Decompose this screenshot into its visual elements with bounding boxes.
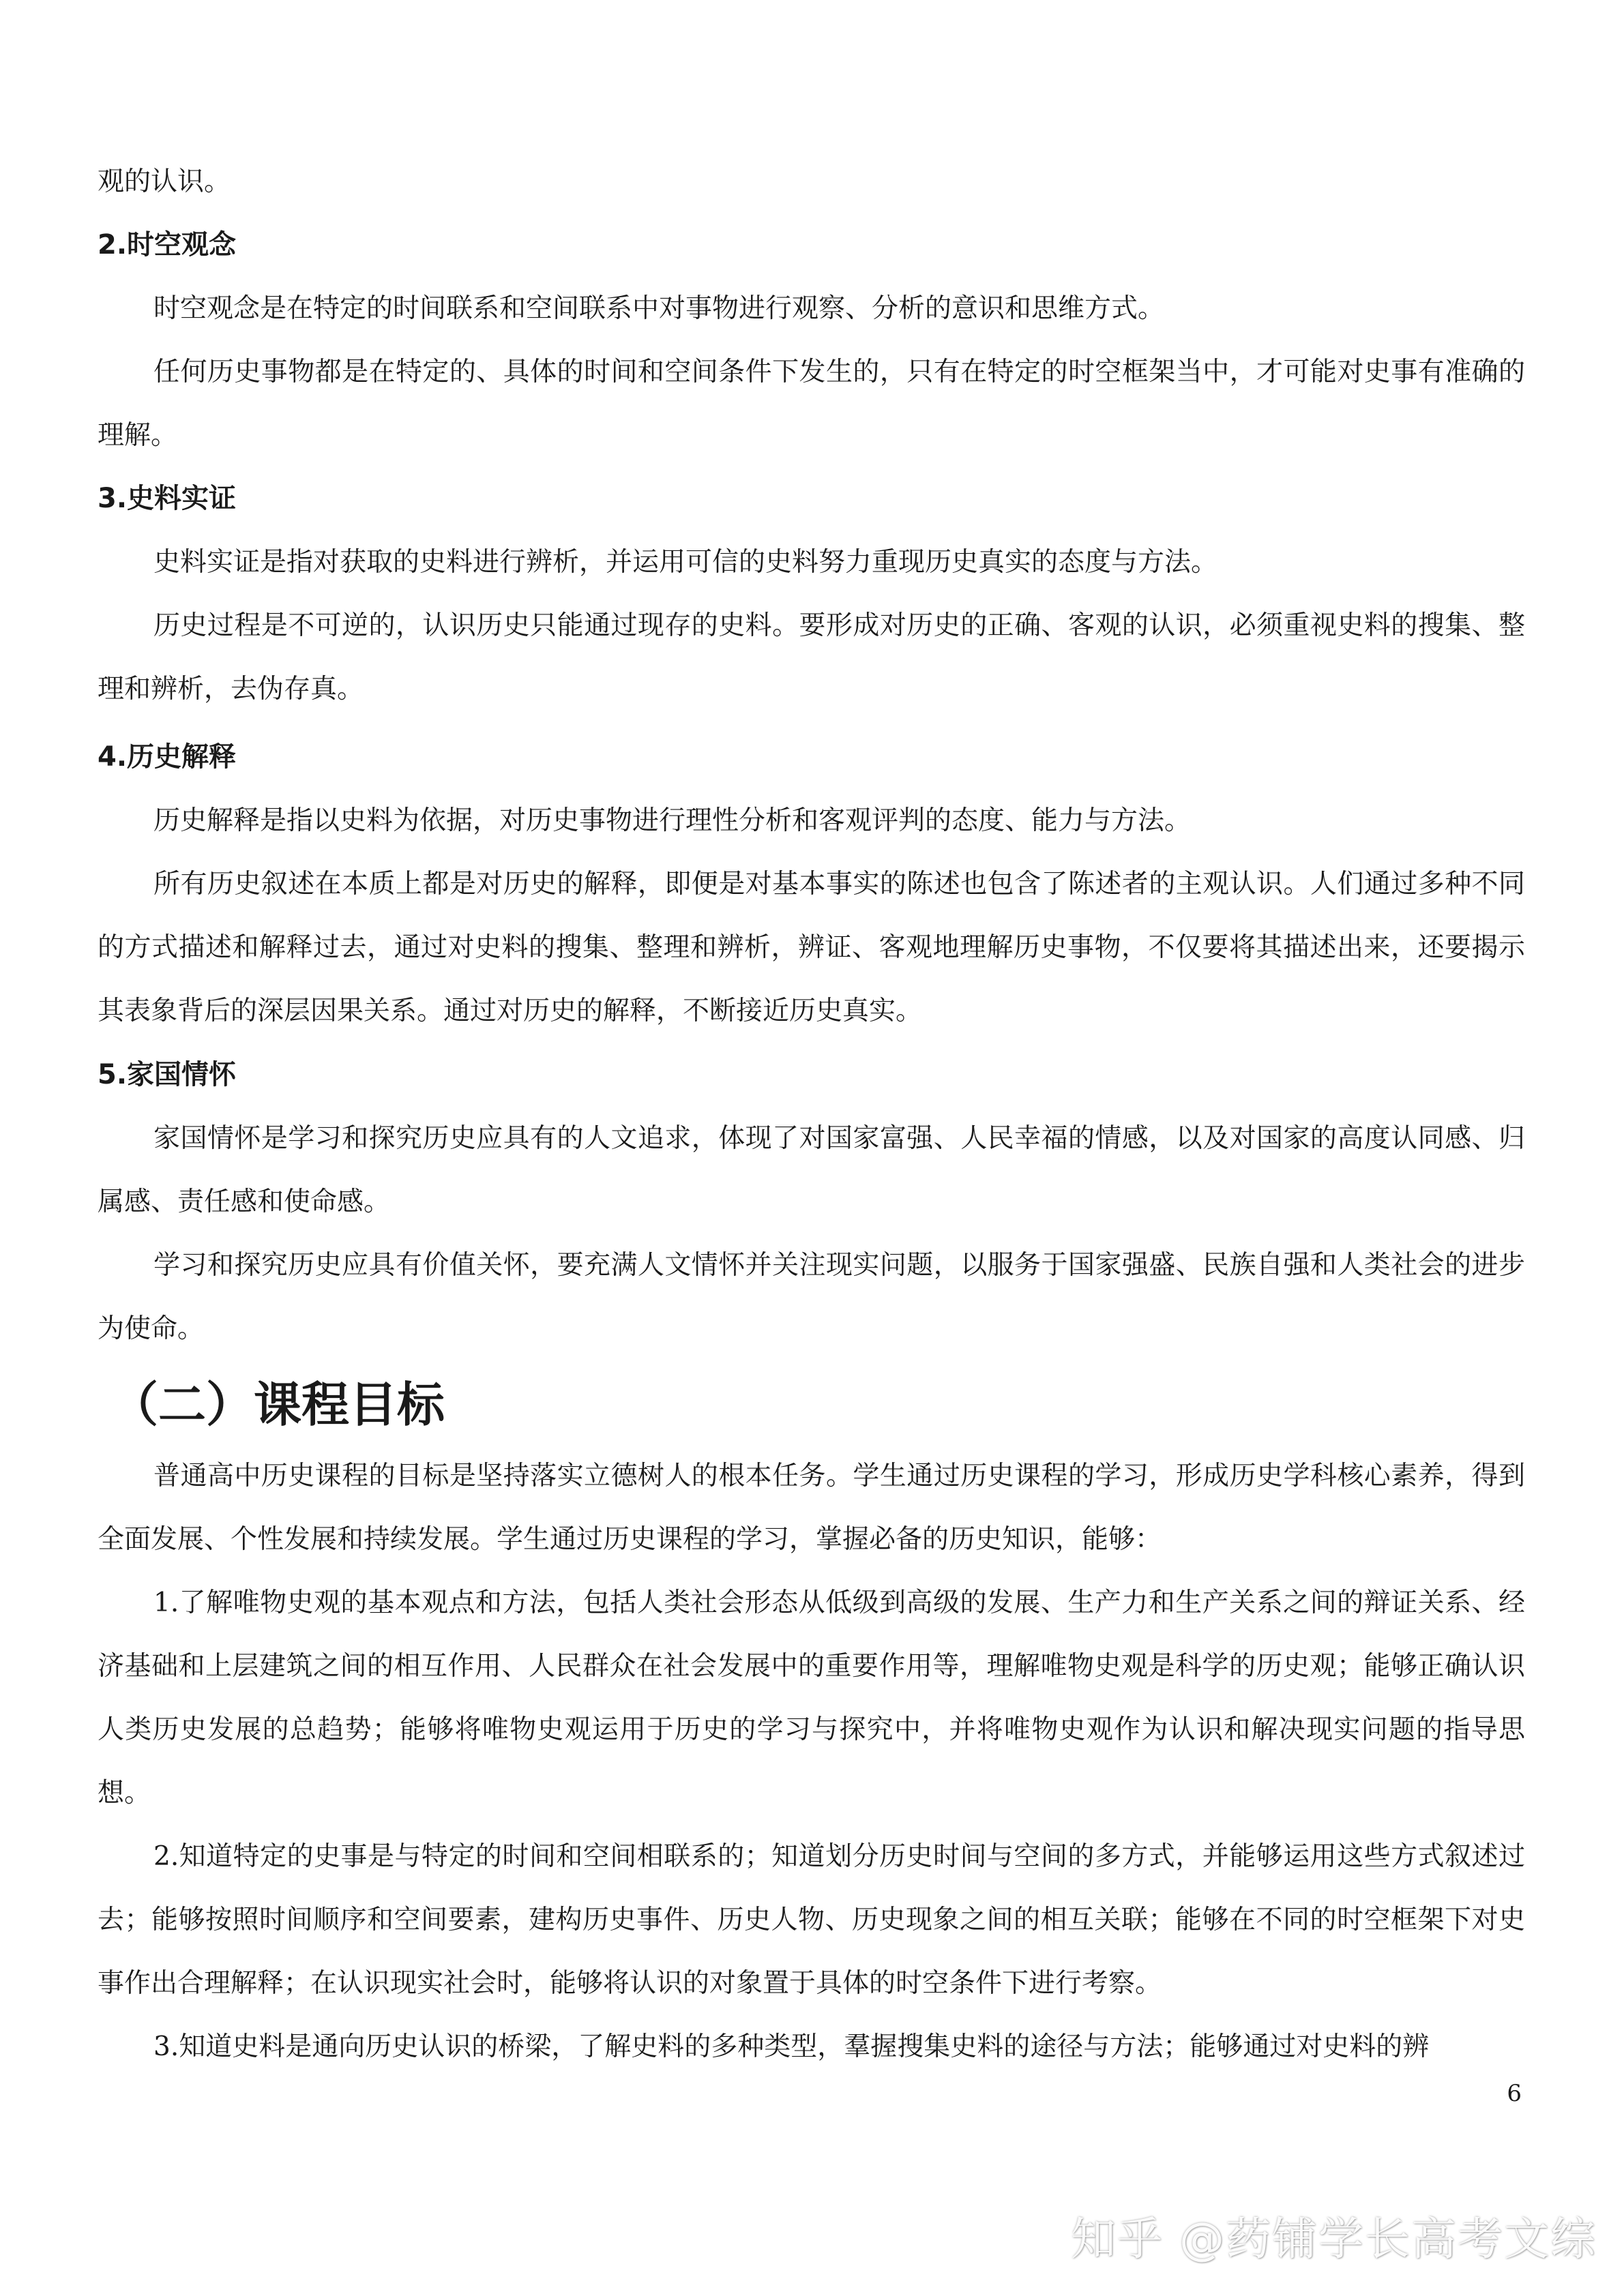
section-heading-jiaguo: 5.家国情怀 <box>98 1059 237 1090</box>
page-number: 6 <box>1507 2080 1522 2107</box>
watermark: 知乎 @药铺学长高考文综 <box>1071 2213 1597 2265</box>
goal-item: 3.知道史料是通向历史认识的桥梁，了解史料的多种类型，羣握搜集史料的途径与方法；能够通过对史料的辨 <box>153 2031 1430 2062</box>
goal-intro-paragraph: 普通高中历史课程的目标是坚持落实立德树人的根本任务。学生通过历史课程的学习，形成历史学科核心素养，得到全面发展、个性发展和持续发展。学生通过历史课程的学习，掌握必备的历史知识，能够： <box>98 1461 1525 1555</box>
paragraph: 任何历史事物都是在特定的、具体的时间和空间条件下发生的，只有在特定的时空框架当中，才可能对史事有准确的理解。 <box>98 357 1525 451</box>
section-heading-shiliao: 3.史料实证 <box>98 483 237 514</box>
paragraph: 历史过程是不可逆的，认识历史只能通过现存的史料。要形成对历史的正确、客观的认识，必须重视史料的搜集、整理和辨析，去伪存真。 <box>98 610 1525 704</box>
goal-item: 2.知道特定的史事是与特定的时间和空间相联系的；知道划分历史时间与空间的多方式，并能够运用这些方式叙述过去；能够按照时间顺序和空间要素，建构历史事件、历史人物、历史现象之间的相互关联；能够在不同的时空框架下对史事作出合理解释；在认识现实社会时，能够将认识的对象置于具体的时空条件下进行考察。 <box>98 1841 1525 1999</box>
paragraph: 历史解释是指以史料为依据，对历史事物进行理性分析和客观评判的态度、能力与方法。 <box>153 805 1192 836</box>
paragraph: 时空观念是在特定的时间联系和空间联系中对事物进行观察、分析的意识和思维方式。 <box>153 293 1165 324</box>
section-title-kecheng-mubiao: （二）课程目标 <box>110 1377 445 1433</box>
lead-text: 观的认识。 <box>98 166 231 197</box>
goal-item: 1.了解唯物史观的基本观点和方法，包括人类社会形态从低级到高级的发展、生产力和生产关系之间的辩证关系、经济基础和上层建筑之间的相互作用、人民群众在社会发展中的重要作用等，理解唯物史观是科学的历史观；能够正确认识人类历史发展的总趋势；能够将唯物史观运用于历史的学习与探究中，并将唯物史观作为认识和解决现实问题的指导思想。 <box>98 1587 1525 1808</box>
section-heading-jieshi: 4.历史解释 <box>98 741 237 773</box>
paragraph: 家国情怀是学习和探究历史应具有的人文追求，体现了对国家富强、人民幸福的情感，以及对国家的高度认同感、归属感、责任感和使命感。 <box>98 1123 1525 1217</box>
paragraph: 所有历史叙述在本质上都是对历史的解释，即便是对基本事实的陈述也包含了陈述者的主观认识。人们通过多种不同的方式描述和解释过去，通过对史料的搜集、整理和辨析，辨证、客观地理解历史事物，不仅要将其描述出来，还要揭示其表象背后的深层因果关系。通过对历史的解释，不断接近历史真实。 <box>98 869 1525 1026</box>
section-heading-shikong: 2.时空观念 <box>98 229 237 260</box>
paragraph: 史料实证是指对获取的史料进行辨析，并运用可信的史料努力重现历史真实的态度与方法。 <box>153 547 1218 578</box>
paragraph: 学习和探究历史应具有价值关怀，要充满人文情怀并关注现实问题，以服务于国家强盛、民族自强和人类社会的进步为使命。 <box>98 1250 1525 1344</box>
